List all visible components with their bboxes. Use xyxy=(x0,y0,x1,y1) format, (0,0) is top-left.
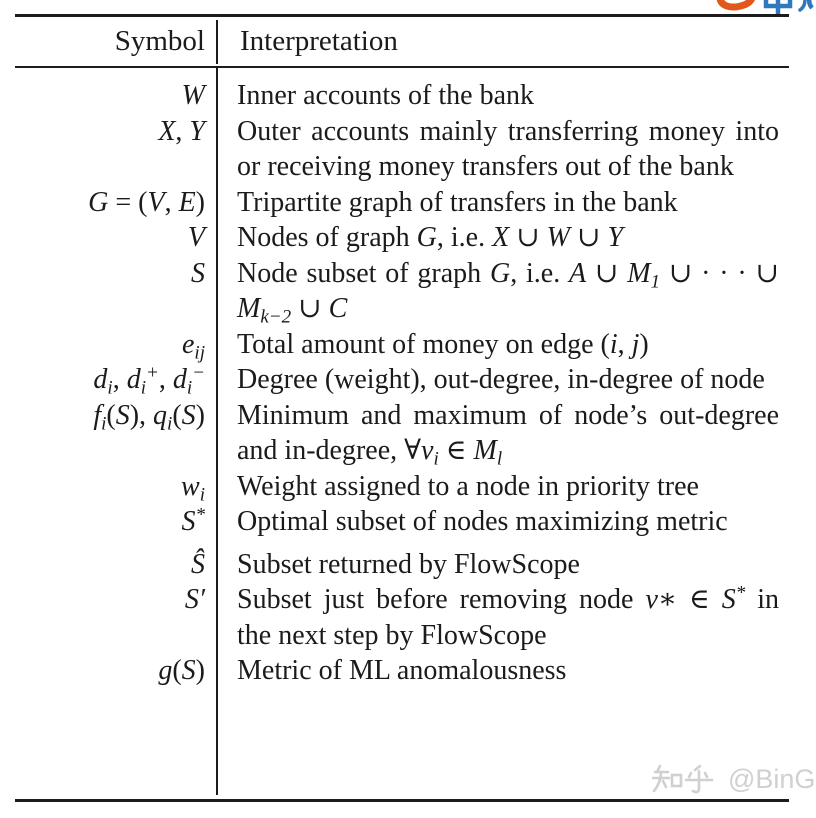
symbol-cell: V xyxy=(187,222,205,253)
symbol-cell: X, Y xyxy=(158,115,205,147)
table-row xyxy=(15,504,789,540)
interpretation-cell: Node subset of graph G, i.e. A ∪ $M_1$ ∪ · · · ∪ $M_{k-2}$ ∪ C xyxy=(237,257,779,328)
symbol-cell: g(S) xyxy=(158,655,205,686)
table-header-row xyxy=(15,19,789,64)
table-row xyxy=(15,78,789,114)
symbol-cell: S′ xyxy=(184,584,205,615)
symbol-cell: $w_i$ xyxy=(181,470,205,505)
table-rule-header xyxy=(15,66,789,68)
symbol-cell: S* xyxy=(181,504,205,537)
table-body xyxy=(15,78,789,689)
column-header-interpretation: Interpretation xyxy=(240,25,398,57)
blue-marks-icon xyxy=(795,0,816,10)
symbol-cell: W xyxy=(181,80,205,111)
table-row xyxy=(15,398,789,469)
table-row xyxy=(15,327,789,363)
interpretation-cell: Inner accounts of the bank xyxy=(237,80,534,111)
table-row xyxy=(15,362,789,398)
interpretation-cell: Nodes of graph G, i.e. X ∪ W ∪ Y xyxy=(237,222,624,253)
table-row xyxy=(15,653,789,689)
symbol-cell: S xyxy=(191,257,205,289)
table-rule-bottom xyxy=(15,799,789,802)
interpretation-cell: Weight assigned to a node in priority tree xyxy=(237,470,699,502)
interpretation-cell: Degree (weight), out-degree, in-degree of node xyxy=(237,364,765,395)
table-rule-top xyxy=(15,14,789,17)
table-row xyxy=(15,547,789,583)
symbol-cell: $f_i(S)$, $q_i(S)$ xyxy=(93,399,205,434)
orange-swirl-icon xyxy=(720,0,753,7)
interpretation-cell: Minimum and maximum of node’s out-degree and in-degree, $\forall v_i$ ∈ $M_l$ xyxy=(237,399,779,470)
column-header-symbol: Symbol xyxy=(114,25,205,57)
table-row xyxy=(15,256,789,327)
table-row xyxy=(15,220,789,256)
interpretation-cell: Subset just before removing node v∗ ∈ S* in the next step by FlowScope xyxy=(237,582,779,651)
interpretation-cell: Metric of ML anomalousness xyxy=(237,655,567,686)
interpretation-cell: Tripartite graph of transfers in the bank xyxy=(237,186,678,218)
symbol-cell: Ŝ xyxy=(191,548,205,580)
watermark-handle: @BinG xyxy=(728,764,816,794)
interpretation-cell: Total amount of money on edge (i, j) xyxy=(237,328,649,360)
partial-zhong-glyph-icon xyxy=(766,0,790,14)
symbol-cell: G = (V, E) xyxy=(88,186,205,218)
table-row xyxy=(15,185,789,221)
table-row xyxy=(15,582,789,653)
table-row xyxy=(15,114,789,185)
interpretation-cell: Optimal subset of nodes maximizing metric xyxy=(237,506,728,537)
interpretation-cell: Outer accounts mainly transferring money into or receiving money transfers out of the bank xyxy=(237,115,779,182)
watermark xyxy=(652,763,815,795)
interpretation-cell: Subset returned by FlowScope xyxy=(237,548,580,580)
symbol-cell: $d_i$, $d_i^+$, $d_i^-$ xyxy=(93,362,205,399)
table-row xyxy=(15,469,789,505)
symbol-cell: $e_{ij}$ xyxy=(181,328,205,363)
zhihu-glyphs-icon xyxy=(652,764,720,794)
